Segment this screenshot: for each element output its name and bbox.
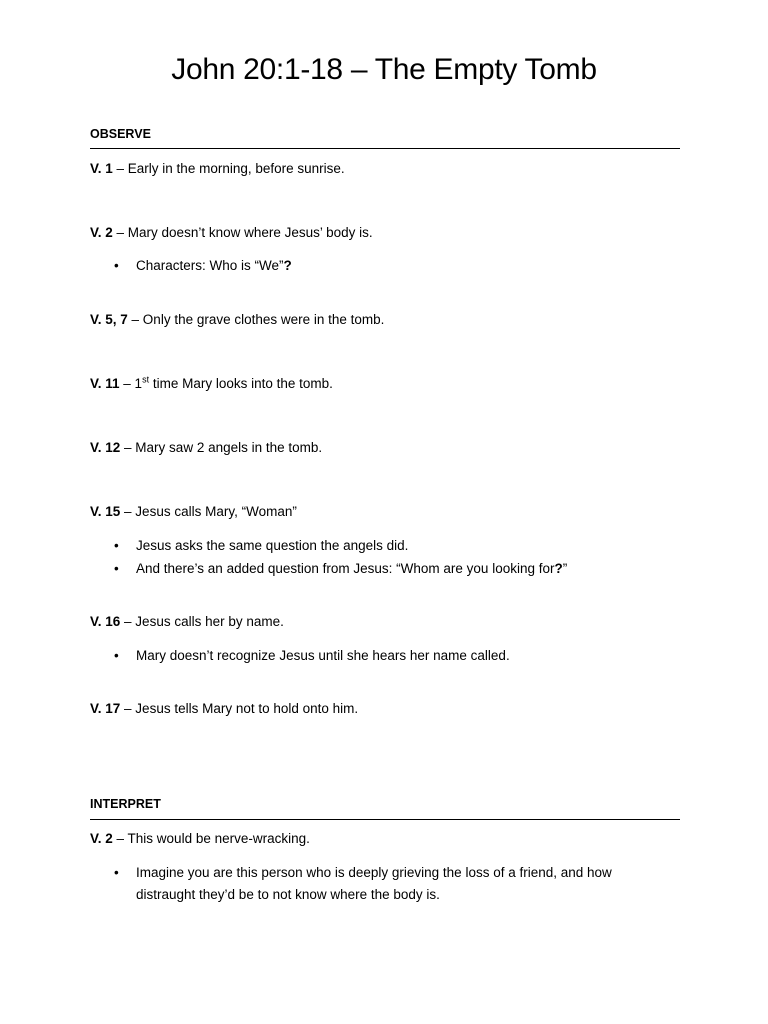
- observe-v16: [90, 613, 690, 631]
- bullet-text: Jesus asks the same question the angels did.: [136, 538, 409, 553]
- bullet-mark: ?: [283, 258, 292, 273]
- verse-ref: V. 1: [90, 161, 113, 176]
- observe-divider: [90, 148, 680, 149]
- observe-v2: [90, 224, 690, 242]
- bullet-icon: •: [114, 538, 119, 553]
- observe-v1: [90, 160, 690, 178]
- observe-v11: [90, 375, 690, 393]
- observe-v5-7: [90, 311, 690, 329]
- bullet-text-line-2: distraught they’d be to not know where the body is.: [136, 887, 440, 902]
- interpret-v2-bullet: [136, 862, 696, 906]
- observe-v16-bullet: [136, 645, 696, 667]
- interpret-divider: [90, 819, 680, 820]
- observe-v2-bullet: [136, 255, 696, 277]
- verse-text: – Only the grave clothes were in the tomb.: [127, 312, 385, 327]
- verse-text: – Mary saw 2 angels in the tomb.: [120, 440, 323, 455]
- observe-heading: OBSERVE: [90, 127, 151, 141]
- bullet-icon: •: [114, 258, 119, 273]
- verse-ref: V. 11: [90, 376, 120, 391]
- interpret-v2: [90, 830, 690, 848]
- verse-text: – Early in the morning, before sunrise.: [112, 161, 345, 176]
- bullet-icon: •: [114, 561, 119, 576]
- verse-text: – Jesus calls Mary, “Woman”: [120, 504, 297, 519]
- verse-text: – Mary doesn’t know where Jesus’ body is.: [112, 225, 373, 240]
- verse-dash: – 1: [119, 376, 143, 391]
- verse-ref: V. 16: [90, 614, 121, 629]
- bullet-mark: ?: [554, 561, 563, 576]
- verse-ref: V. 12: [90, 440, 121, 455]
- bullet-icon: •: [114, 648, 119, 663]
- ordinal-suffix: st: [142, 374, 150, 385]
- interpret-heading: INTERPRET: [90, 797, 161, 811]
- verse-ref: V. 17: [90, 701, 121, 716]
- bullet-text: Mary doesn’t recognize Jesus until she hears her name called.: [136, 648, 510, 663]
- observe-v15: [90, 503, 690, 521]
- verse-ref: V. 2: [90, 225, 113, 240]
- verse-text: – Jesus calls her by name.: [120, 614, 284, 629]
- verse-text: – This would be nerve-wracking.: [112, 831, 310, 846]
- bullet-text: Characters: Who is “We”: [136, 258, 284, 273]
- verse-ref: V. 2: [90, 831, 113, 846]
- page-title: John 20:1-18 – The Empty Tomb: [171, 53, 597, 86]
- observe-v15-bullet-2: [136, 558, 696, 580]
- observe-v17: [90, 700, 690, 718]
- observe-v15-bullet-1: [136, 535, 696, 557]
- verse-text: time Mary looks into the tomb.: [149, 376, 333, 391]
- bullet-tail: ”: [562, 561, 568, 576]
- verse-ref: V. 15: [90, 504, 121, 519]
- bullet-text: And there’s an added question from Jesus: “Whom are you looking for: [136, 561, 555, 576]
- bullet-text-line-1: Imagine you are this person who is deeply grieving the loss of a friend, and how: [136, 865, 612, 880]
- observe-v12: [90, 439, 690, 457]
- bullet-icon: •: [114, 865, 119, 880]
- verse-ref: V. 5, 7: [90, 312, 128, 327]
- verse-text: – Jesus tells Mary not to hold onto him.: [120, 701, 359, 716]
